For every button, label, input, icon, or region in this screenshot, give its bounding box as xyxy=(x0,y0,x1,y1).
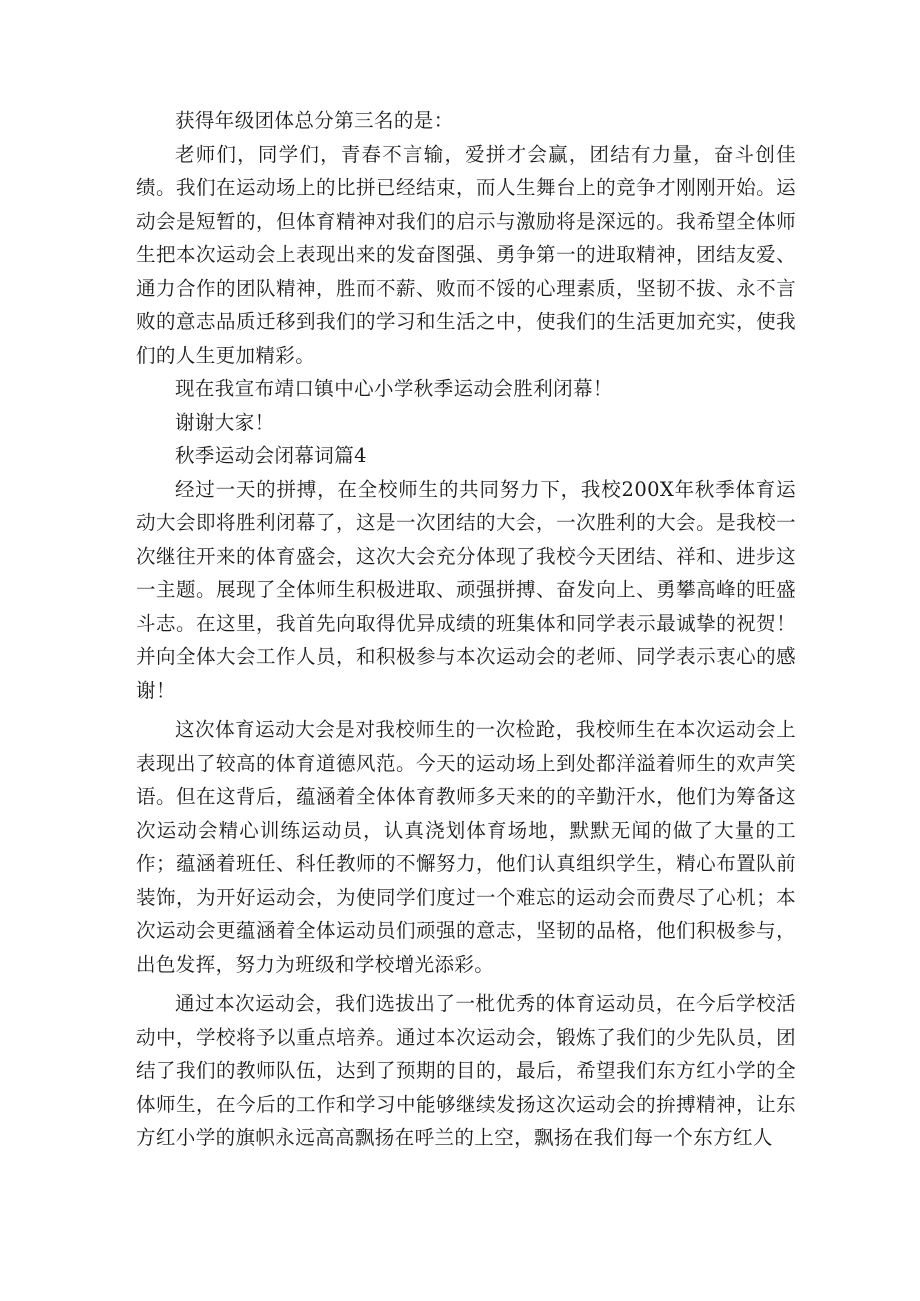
paragraph-third-place: 获得年级团体总分第三名的是： xyxy=(175,109,454,132)
paragraph-declare-closing: 现在我宣布靖口镇中心小学秋季运动会胜利闭幕！ xyxy=(175,377,613,400)
paragraph-intro: 经过一天的拼搏，在全校师生的共同努力下，我校200X年秋季体育运动大会即将胜利闭幕了，这是一次团结的大会，一次胜利的大会。是我校一次继往开来的体育盛会，这次大会充分体现了我校今天团结、祥和、进步这一主题。展现了全体师生积极进取、顽强拼搏、奋发向上、勇攀高峰的旺盛斗志。在这里，我首先向取得优异成绩的班集体和同学表示最诚挚的祝贺！并向全体大会工作人员，和积极参与本次运动会的老师、同学表示衷心的感谢！ xyxy=(136,477,796,702)
paragraph-review: 这次体育运动大会是对我校师生的一次检跄，我校师生在本次运动会上表现出了较高的体育道德风范。今天的运动场上到处都洋溢着师生的欢声笑语。但在这背后，蕴涵着全体体育教师多天来的的辛勤汗水，他们为筹备这次运动会精心训练运动员，认真浇划体育场地，默默无闻的做了大量的工作；蕴涵着班任、科任教师的不懈努力，他们认真组织学生，精心布置队前装饰，为开好运动会，为使同学们度过一个难忘的运动会而费尽了心机；本次运动会更蕴涵着全体运动员们顽强的意志，坚韧的品格，他们积极参与，出色发挥，努力为班级和学校增光添彩。 xyxy=(136,718,796,976)
paragraph-thanks: 谢谢大家！ xyxy=(175,410,275,434)
paragraph-outcome: 通过本次运动会，我们选拔出了一枇优秀的体育运动员，在今后学校活动中，学校将予以重点培养。通过本次运动会，锻炼了我们的少先队员，团结了我们的教师队伍，达到了预期的目的，最后，希望我们东方红小学的全体师生，在今后的工作和学习中能够继续发扬这次运动会的拚搏精神，让东方红小学的旗帜永远高高飘扬在呼兰的上空，飘扬在我们每一个东方红人 xyxy=(136,992,796,1149)
document-body xyxy=(136,104,796,1155)
section-heading: 秋季运动会闭幕词篇4 xyxy=(175,444,367,467)
paragraph-closing-remarks: 老师们，同学们，青春不言输，爱拼才会赢，团结有力量，奋斗创佳绩。我们在运动场上的比拼已经结束，而人生舞台上的竞争才刚刚开始。运动会是短暂的，但体育精神对我们的启示与激励将是深远的。我希望全体师生把本次运动会上表现出来的发奋图强、勇争第一的进取精神，团结友爱、通力合作的团队精神，胜而不薪、败而不馁的心理素质，坚韧不拔、永不言败的意志品质迁移到我们的学习和生活之中，使我们的生活更加充实，使我们的人生更加精彩。 xyxy=(136,142,796,367)
